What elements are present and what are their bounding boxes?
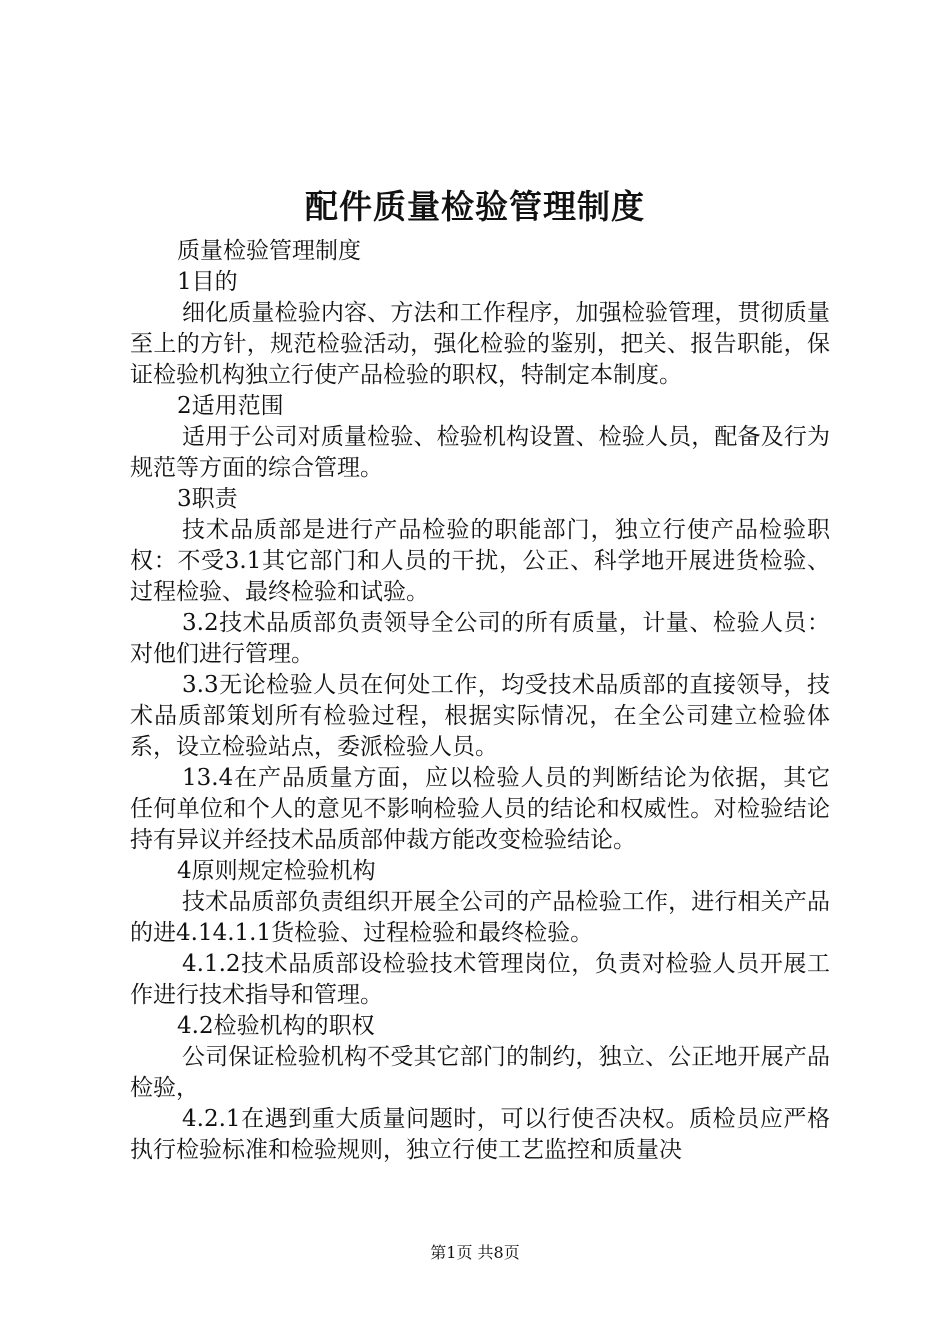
paragraph: 13.4在产品质量方面，应以检验人员的判断结论为依据，其它任何单位和个人的意见不影响检验人员的结论和权威性。对检验结论持有异议并经技术品质部仲裁方能改变检验结论。 [130, 765, 830, 853]
section-heading-principles: 4原则规定检验机构 [177, 858, 376, 884]
paragraph: 适用于公司对质量检验、检验机构设置、检验人员，配备及行为规范等方面的综合管理。 [130, 424, 830, 481]
paragraph-heading: 质量检验管理制度 [177, 238, 361, 264]
paragraph: 3.2技术品质部负责领导全公司的所有质量，计量、检验人员：对他们进行管理。 [130, 610, 830, 667]
section-heading-duties: 3职责 [177, 486, 238, 512]
paragraph: 公司保证检验机构不受其它部门的制约，独立、公正地开展产品检验， [130, 1044, 830, 1101]
paragraph: 4.2.1在遇到重大质量问题时，可以行使否决权。质检员应严格执行检验标准和检验规则，独立行使工艺监控和质量决 [130, 1106, 830, 1163]
paragraph: 细化质量检验内容、方法和工作程序，加强检验管理，贯彻质量至上的方针，规范检验活动，强化检验的鉴别，把关、报告职能，保证检验机构独立行使产品检验的职权，特制定本制度。 [130, 300, 830, 388]
section-heading-scope: 2适用范围 [177, 393, 284, 419]
paragraph: 技术品质部是进行产品检验的职能部门，独立行使产品检验职权：不受3.1其它部门和人员的干扰，公正、科学地开展进货检验、过程检验、最终检验和试验。 [130, 517, 830, 605]
page-number-footer: 第1页 共8页 [430, 1243, 520, 1262]
paragraph: 4.1.2技术品质部设检验技术管理岗位，负责对检验人员开展工作进行技术指导和管理。 [130, 951, 830, 1008]
section-heading-purpose: 1目的 [177, 269, 238, 295]
section-heading-authority: 4.2检验机构的职权 [177, 1013, 375, 1039]
paragraph: 3.3无论检验人员在何处工作，均受技术品质部的直接领导，技术品质部策划所有检验过程，根据实际情况，在全公司建立检验体系，设立检验站点，委派检验人员。 [130, 672, 830, 760]
paragraph: 技术品质部负责组织开展全公司的产品检验工作，进行相关产品的进4.14.1.1货检验、过程检验和最终检验。 [130, 889, 830, 946]
document-body [130, 236, 830, 1166]
document-title: 配件质量检验管理制度 [305, 187, 645, 226]
